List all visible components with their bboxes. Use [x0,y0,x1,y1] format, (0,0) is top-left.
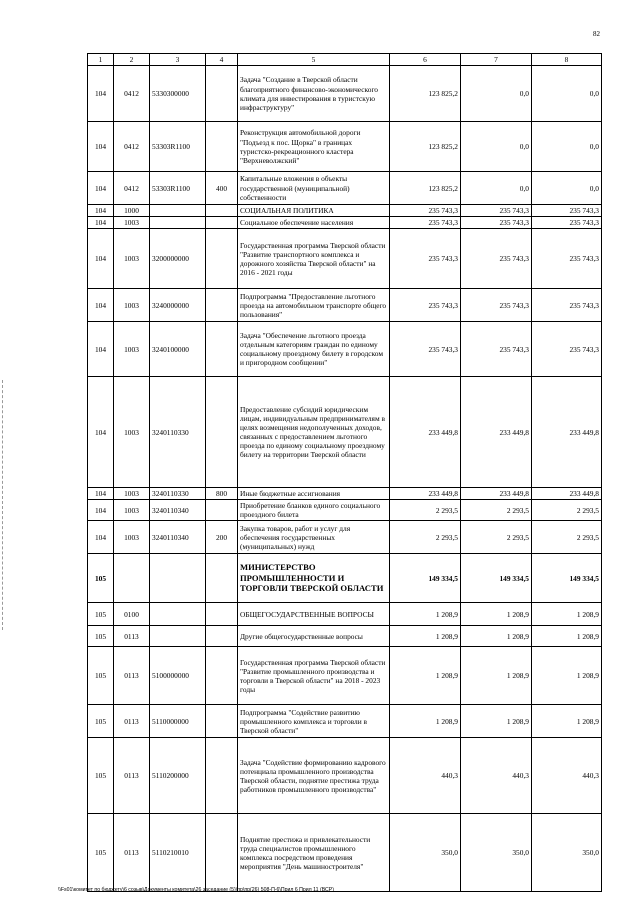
cell-target-article [150,603,206,626]
header-cell: 8 [532,54,602,66]
table-row [88,122,602,172]
cell-amount-year1: 440,3 [390,738,461,814]
cell-section: 1003 [114,521,150,554]
cell-target-article [150,205,206,217]
header-cell: 6 [390,54,461,66]
cell-amount-year3: 2 293,5 [532,521,602,554]
budget-table [87,53,602,892]
table-row [88,322,602,377]
cell-amount-year1: 235 743,3 [390,205,461,217]
cell-amount-year2: 2 293,5 [461,500,532,521]
cell-section [114,554,150,603]
cell-amount-year2: 235 743,3 [461,217,532,229]
cell-expense-type [206,122,238,172]
cell-amount-year2: 1 208,9 [461,647,532,705]
cell-amount-year2: 235 743,3 [461,229,532,289]
cell-amount-year2: 2 293,5 [461,521,532,554]
cell-amount-year2: 0,0 [461,66,532,122]
table-row [88,521,602,554]
cell-chapter: 105 [88,738,114,814]
cell-section: 0100 [114,603,150,626]
cell-chapter: 105 [88,705,114,738]
cell-description: СОЦИАЛЬНАЯ ПОЛИТИКА [238,205,390,217]
cell-amount-year2: 1 208,9 [461,626,532,647]
table-row [88,500,602,521]
cell-chapter: 104 [88,289,114,322]
cell-section: 1003 [114,377,150,488]
cell-target-article: 3200000000 [150,229,206,289]
cell-amount-year3: 1 208,9 [532,647,602,705]
cell-chapter: 104 [88,322,114,377]
cell-section: 1003 [114,488,150,500]
cell-amount-year3: 0,0 [532,122,602,172]
cell-target-article: 5110000000 [150,705,206,738]
table-row [88,488,602,500]
cell-amount-year3: 0,0 [532,66,602,122]
cell-expense-type [206,554,238,603]
file-path-footer: \\Fs01\комитет по бюджету\6 созыв\Документы комитета\26 заседание (5)\пр\пр(26) 508-П-6\Прил 6 Прил 11 (ВСР) [58,887,334,893]
table-row [88,647,602,705]
cell-amount-year2: 235 743,3 [461,289,532,322]
cell-description: Предоставление субсидий юридическим лицам, индивидуальным предпринимателям в целях возмещения недополученных доходов, связанных с предоставлением льготного проезда по единому социальному проездному билету на территории Тверской области [238,377,390,488]
cell-chapter: 105 [88,814,114,892]
cell-chapter: 105 [88,603,114,626]
cell-chapter: 104 [88,377,114,488]
table-row [88,738,602,814]
cell-target-article: 3240100000 [150,322,206,377]
cell-amount-year2: 1 208,9 [461,705,532,738]
cell-amount-year2: 1 208,9 [461,603,532,626]
cell-amount-year2: 233 449,8 [461,488,532,500]
cell-amount-year3: 233 449,8 [532,377,602,488]
cell-amount-year1: 1 208,9 [390,603,461,626]
cell-amount-year1: 123 825,2 [390,122,461,172]
margin-dashes [2,380,5,630]
cell-expense-type: 400 [206,172,238,205]
cell-chapter: 104 [88,488,114,500]
cell-target-article: 3240110330 [150,377,206,488]
cell-description: Государственная программа Тверской области "Развитие промышленного производства и торговли в Тверской области" на 2018 - 2023 годы [238,647,390,705]
cell-amount-year1: 149 334,5 [390,554,461,603]
cell-expense-type [206,377,238,488]
cell-description: Государственная программа Тверской области "Развитие транспортного комплекса и дорожного хозяйства Тверской области" на 2016 - 2021 годы [238,229,390,289]
cell-amount-year1: 1 208,9 [390,705,461,738]
table-row [88,289,602,322]
cell-amount-year1: 123 825,2 [390,66,461,122]
cell-expense-type [206,603,238,626]
cell-section: 0412 [114,172,150,205]
cell-expense-type [206,500,238,521]
cell-amount-year2: 440,3 [461,738,532,814]
header-cell: 1 [88,54,114,66]
budget-table-body [88,54,602,892]
cell-target-article [150,217,206,229]
cell-description: Задача "Обеспечение льготного проезда отдельным категориям граждан по единому социальному проездному билету в городском и пригородном сообщении" [238,322,390,377]
table-row [88,626,602,647]
cell-description: Другие общегосударственные вопросы [238,626,390,647]
cell-target-article: 53303R1100 [150,172,206,205]
cell-amount-year1: 235 743,3 [390,289,461,322]
header-cell: 3 [150,54,206,66]
table-row [88,705,602,738]
cell-chapter: 105 [88,647,114,705]
cell-chapter: 104 [88,172,114,205]
cell-section: 1003 [114,500,150,521]
cell-target-article: 53303R1100 [150,122,206,172]
cell-section: 1003 [114,322,150,377]
cell-description: Социальное обеспечение населения [238,217,390,229]
cell-expense-type [206,205,238,217]
cell-amount-year1: 1 208,9 [390,626,461,647]
cell-expense-type [206,217,238,229]
cell-expense-type [206,66,238,122]
cell-amount-year3: 0,0 [532,172,602,205]
table-row [88,377,602,488]
cell-section: 1003 [114,229,150,289]
table-row [88,554,602,603]
cell-amount-year2: 149 334,5 [461,554,532,603]
cell-description: Реконструкция автомобильной дороги "Подъезд к пос. Щорка" в границах туристско-рекреационного кластера "Верхневолжский" [238,122,390,172]
cell-description: Подпрограмма "Содействие развитию промышленного комплекса и торговли в Тверской области" [238,705,390,738]
table-row [88,603,602,626]
cell-chapter: 104 [88,521,114,554]
cell-amount-year3: 149 334,5 [532,554,602,603]
cell-expense-type: 800 [206,488,238,500]
header-cell: 7 [461,54,532,66]
cell-amount-year3: 235 743,3 [532,322,602,377]
cell-target-article: 3240000000 [150,289,206,322]
cell-target-article: 3240110340 [150,500,206,521]
cell-amount-year1: 235 743,3 [390,229,461,289]
cell-amount-year3: 440,3 [532,738,602,814]
cell-description: Задача "Создание в Тверской области благоприятного финансово-экономического климата для инвестирования в туристскую инфраструктуру" [238,66,390,122]
table-row [88,814,602,892]
cell-chapter: 105 [88,554,114,603]
cell-section: 0412 [114,66,150,122]
cell-expense-type [206,289,238,322]
cell-target-article: 3240110330 [150,488,206,500]
header-cell: 5 [238,54,390,66]
cell-expense-type [206,814,238,892]
cell-chapter: 104 [88,500,114,521]
cell-section: 0113 [114,814,150,892]
cell-amount-year3: 233 449,8 [532,488,602,500]
cell-description: Закупка товаров, работ и услуг для обеспечения государственных (муниципальных) нужд [238,521,390,554]
table-row [88,229,602,289]
cell-description: Поднятие престижа и привлекательности труда специалистов промышленного комплекса посредством проведения мероприятия "День машиностроителя" [238,814,390,892]
cell-amount-year2: 233 449,8 [461,377,532,488]
cell-amount-year3: 235 743,3 [532,229,602,289]
cell-amount-year1: 1 208,9 [390,647,461,705]
cell-amount-year1: 233 449,8 [390,488,461,500]
table-row [88,172,602,205]
cell-chapter: 104 [88,217,114,229]
table-row [88,217,602,229]
cell-expense-type [206,229,238,289]
cell-amount-year2: 0,0 [461,172,532,205]
cell-expense-type [206,705,238,738]
cell-expense-type: 200 [206,521,238,554]
cell-amount-year3: 1 208,9 [532,626,602,647]
cell-amount-year1: 233 449,8 [390,377,461,488]
cell-target-article: 5100000000 [150,647,206,705]
cell-description: Приобретение бланков единого социального проездного билета [238,500,390,521]
cell-section: 0113 [114,738,150,814]
cell-amount-year3: 1 208,9 [532,705,602,738]
cell-amount-year3: 235 743,3 [532,289,602,322]
table-row [88,66,602,122]
cell-section: 1000 [114,205,150,217]
cell-chapter: 104 [88,122,114,172]
cell-chapter: 104 [88,66,114,122]
cell-section: 0412 [114,122,150,172]
cell-amount-year3: 2 293,5 [532,500,602,521]
cell-chapter: 105 [88,626,114,647]
cell-amount-year1: 123 825,2 [390,172,461,205]
cell-amount-year1: 2 293,5 [390,500,461,521]
cell-amount-year3: 235 743,3 [532,217,602,229]
cell-description: Иные бюджетные ассигнования [238,488,390,500]
cell-target-article: 5330300000 [150,66,206,122]
cell-chapter: 104 [88,205,114,217]
header-cell: 2 [114,54,150,66]
cell-amount-year1: 235 743,3 [390,217,461,229]
cell-target-article [150,626,206,647]
cell-amount-year2: 235 743,3 [461,322,532,377]
cell-description: Подпрограмма "Предоставление льготного проезда на автомобильном транспорте общего пользования" [238,289,390,322]
cell-amount-year1: 2 293,5 [390,521,461,554]
cell-target-article: 5110210010 [150,814,206,892]
cell-amount-year1: 235 743,3 [390,322,461,377]
cell-expense-type [206,626,238,647]
cell-amount-year3: 1 208,9 [532,603,602,626]
page-number: 82 [593,30,600,38]
cell-section: 0113 [114,626,150,647]
cell-amount-year3: 350,0 [532,814,602,892]
cell-section: 0113 [114,705,150,738]
cell-description: МИНИСТЕРСТВО ПРОМЫШЛЕННОСТИ И ТОРГОВЛИ ТВЕРСКОЙ ОБЛАСТИ [238,554,390,603]
cell-description: Капитальные вложения в объекты государственной (муниципальной) собственности [238,172,390,205]
cell-section: 1003 [114,289,150,322]
cell-section: 1003 [114,217,150,229]
cell-expense-type [206,322,238,377]
header-cell: 4 [206,54,238,66]
cell-amount-year1: 350,0 [390,814,461,892]
cell-chapter: 104 [88,229,114,289]
cell-amount-year2: 0,0 [461,122,532,172]
cell-amount-year3: 235 743,3 [532,205,602,217]
header-row [88,54,602,66]
cell-section: 0113 [114,647,150,705]
cell-expense-type [206,647,238,705]
cell-target-article: 5110200000 [150,738,206,814]
cell-target-article: 3240110340 [150,521,206,554]
table-row [88,205,602,217]
cell-description: Задача "Содействие формированию кадрового потенциала промышленного производства Тверской области, поднятие престижа труда работников промышленного производства" [238,738,390,814]
cell-amount-year2: 235 743,3 [461,205,532,217]
cell-expense-type [206,738,238,814]
cell-target-article [150,554,206,603]
cell-description: ОБЩЕГОСУДАРСТВЕННЫЕ ВОПРОСЫ [238,603,390,626]
cell-amount-year2: 350,0 [461,814,532,892]
